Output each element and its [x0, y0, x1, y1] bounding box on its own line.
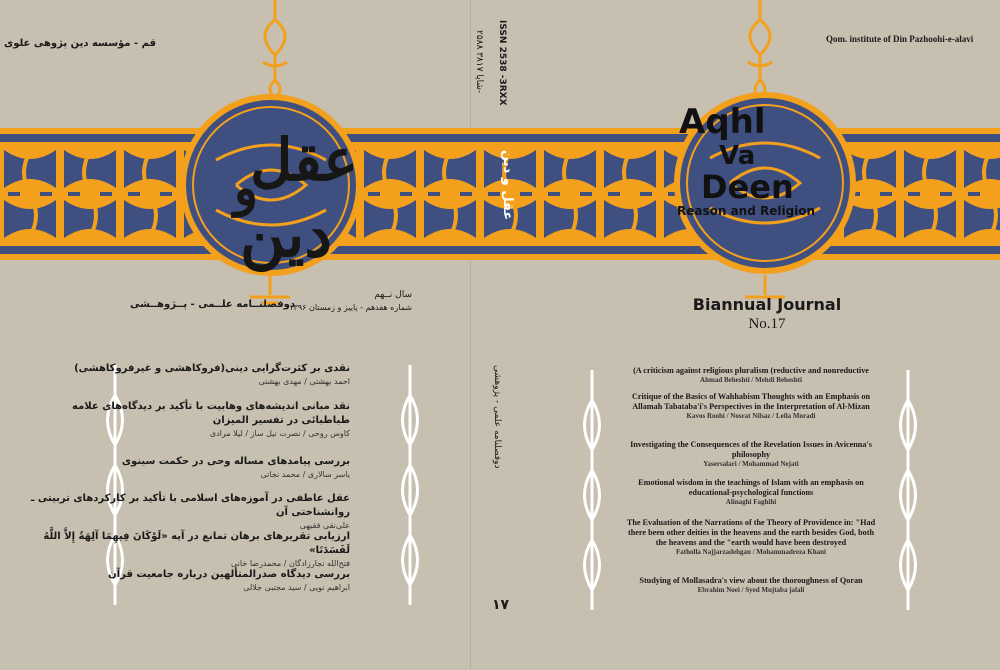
back-issue-number: No.17	[748, 316, 786, 332]
front-journal-type: دوفصلنــامه علــمی - پــژوهــشی	[129, 299, 295, 310]
front-toc-item	[40, 568, 350, 593]
front-toc-item	[20, 530, 350, 569]
front-toc-item	[40, 455, 350, 480]
back-toc-authors: Kavos Roohi / Nosrat Nilsaz / Leila Moradi	[686, 412, 816, 420]
back-toc-title: Studying of Mollasadra's view about the thoroughness of Qoran	[639, 576, 863, 585]
front-toc-item	[20, 492, 350, 531]
front-side-ornament-2	[395, 365, 425, 605]
back-title-word-3: Deen	[701, 168, 794, 206]
spine-title: عقل و دین	[500, 150, 515, 221]
spine-page-number: ۱۷	[492, 597, 510, 613]
back-subtitle: Reason and Religion	[677, 204, 816, 218]
front-toc-title: عقل عاطفی در آموزه‌های اسلامی با تأکید بر کارکردهای تربیتی ـ روانشناختی آن	[31, 493, 350, 518]
front-year: سال نــهم	[374, 290, 412, 300]
back-journal-type: Biannual Journal	[692, 295, 842, 314]
back-toc-authors: Ebrahim Noei / Syed Mujtaba jalali	[697, 586, 805, 594]
front-toc-authors: علی‌نقی فقیهی	[299, 521, 350, 530]
publisher-persian: قم - مؤسسه دین پژوهی علوی	[4, 38, 156, 49]
spine-registration: شاپا ۳۸۱۷ ۲۵۸۸-	[474, 30, 484, 94]
back-toc-title: (A criticism against religious pluralism (reductive and nonreductive	[633, 366, 869, 375]
back-title	[677, 102, 816, 218]
front-toc-title: نقد مبانی اندیشه‌های وهابیت با تأکید بر دیدگاه‌های علامه طباطبائی در تفسیر المیزان	[72, 401, 350, 426]
back-side-ornament-2	[893, 370, 923, 610]
front-toc-authors: یاسر سالاری / محمد نجاتی	[260, 470, 350, 479]
front-toc-title: نقدی بر کثرت‌گرایی دینی(فروکاهشی و غیرفروکاهشی)	[74, 363, 350, 374]
front-title-word-1: عقل	[250, 126, 358, 194]
back-toc-title: Emotional wisdom in the teachings of Islam with an emphasis on educational-psychological functions	[638, 478, 864, 497]
top-ornament-right	[730, 0, 790, 100]
front-toc-item	[40, 362, 350, 387]
back-toc-title: Critique of the Basics of Wahhabism Thoughts with an Emphasis on Allamah Tabataba'i's Perspectives in the Interpretation of Al-Mizan	[631, 392, 871, 411]
back-toc-authors: Ahmad Beheshti / Mehdi Beheshti	[700, 376, 802, 384]
back-toc-authors: Alinaghi Faghihi	[725, 498, 777, 506]
back-title-word-1: Aqhl	[679, 102, 766, 142]
publisher-english: Qom. institute of Din Pazhoohi-e-alavi	[826, 34, 974, 44]
back-toc-item	[626, 576, 876, 595]
spine-issn: ISSN 2538 -3RXX	[497, 20, 507, 106]
back-toc-authors: Fatholla Najjarzadehgan / Mohammadreza Khani	[676, 548, 826, 556]
front-toc-item	[60, 400, 350, 439]
back-title-word-2: Va	[719, 141, 756, 171]
spine-subtitle: دوفصلنامه علمی - پژوهشی	[492, 365, 502, 469]
back-toc-title: The Evaluation of the Narrations of the Theory of Providence in: "Had there been other deities in the heavens and the earth besides God, both the heavens and the "earth would have been destroyed	[626, 518, 876, 547]
front-title	[178, 108, 368, 278]
back-toc-item	[626, 392, 876, 421]
front-toc-authors: کاوس روحی / نصرت نیل ساز / لیلا مرادی	[209, 429, 350, 438]
front-title-word-3: دین	[239, 198, 332, 271]
front-issue-info: شماره هفدهم - پاییز و زمستان ۱۳۹۶	[289, 303, 412, 312]
back-toc-item	[626, 440, 876, 469]
front-toc-authors: احمد بهشتی / مهدی بهشتی	[258, 377, 350, 386]
front-toc-title: بررسی پیامدهای مساله وحی در حکمت سینوی	[121, 456, 350, 467]
back-toc-title: Investigating the Consequences of the Revelation Issues in Avicenna's philosophy	[630, 440, 872, 459]
front-title-word-2: و	[233, 158, 258, 217]
front-toc-authors: فتح‌الله نجارزادگان / محمدرضا خانی	[231, 559, 350, 568]
back-toc-item	[626, 366, 876, 385]
top-ornament-left	[245, 0, 305, 100]
front-toc-title: ارزیابی تقریرهای برهان تمانع در آیه «لَوْكَانَ فِيهِمَا آلِهَةٌ إِلاَّ اللَّهُ لَفَسَدَتَا»	[43, 531, 350, 556]
back-side-ornament	[577, 370, 607, 610]
spine-divider	[470, 0, 471, 670]
back-toc-item	[626, 478, 876, 507]
front-toc-authors: ابراهیم نویی / سید مجتبی جلالی	[243, 583, 350, 592]
back-toc-authors: Yasersalari / Mohammad Nejati	[703, 460, 799, 468]
back-toc-item	[626, 518, 876, 557]
front-toc-title: بررسی دیدگاه صدرالمتألهین درباره جامعیت قرآن	[108, 569, 350, 580]
